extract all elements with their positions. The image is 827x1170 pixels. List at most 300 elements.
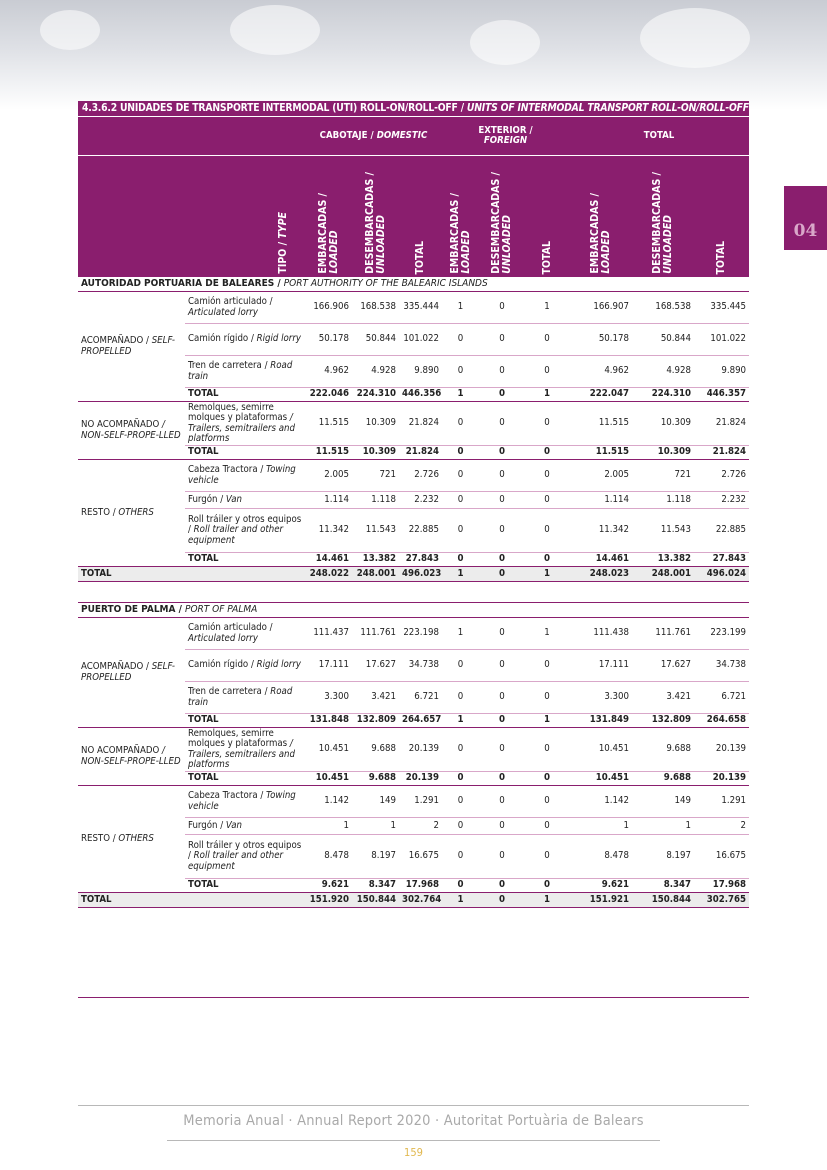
uti-table — [78, 117, 749, 908]
subtotal-value: 10.451 — [569, 772, 632, 786]
value-cell: 0 — [442, 650, 479, 682]
group-label-es: ACOMPAÑADO / — [81, 335, 149, 346]
value-cell: 0 — [479, 509, 525, 553]
type-label-es: Roll tráiler y otros equipos / — [188, 513, 302, 536]
value-cell: 11.515 — [569, 402, 632, 446]
value-cell: 166.906 — [305, 292, 352, 324]
header-total-label: TOTAL — [643, 129, 675, 141]
col-total-label: TOTAL — [540, 240, 553, 274]
subtotal-value: 0 — [479, 446, 525, 460]
value-cell: 0 — [442, 728, 479, 772]
value-cell: 50.844 — [632, 324, 694, 356]
subtotal-value: 264.658 — [694, 714, 749, 728]
grand-total-value: 302.765 — [694, 893, 749, 908]
subtotal-value: 0 — [525, 553, 569, 567]
value-cell: 1 — [352, 818, 399, 835]
value-cell: 335.444 — [399, 292, 442, 324]
subtotal-value: 14.461 — [305, 553, 352, 567]
subtotal-value: 27.843 — [399, 553, 442, 567]
grand-total-row — [78, 893, 749, 908]
subtotal-value: 222.046 — [305, 388, 352, 402]
grand-total-value: 1 — [525, 567, 569, 582]
subtotal-value: 21.824 — [399, 446, 442, 460]
col-tipo: TIPO / TYPE — [185, 156, 305, 277]
value-cell: 223.199 — [694, 618, 749, 650]
footer-rule-2 — [167, 1140, 660, 1141]
col-emb-es: EMBARCADAS / — [316, 193, 329, 274]
value-cell: 0 — [442, 682, 479, 714]
header-blank — [78, 117, 305, 156]
grand-total-value: 151.921 — [569, 893, 632, 908]
value-cell: 0 — [525, 682, 569, 714]
section-title-es: PUERTO DE PALMA — [81, 603, 176, 615]
grand-total-label: TOTAL — [78, 893, 305, 908]
value-cell: 0 — [479, 728, 525, 772]
value-cell: 21.824 — [694, 402, 749, 446]
col-ext-emb — [442, 156, 479, 277]
decorative-bubble — [470, 20, 540, 65]
value-cell: 17.627 — [352, 650, 399, 682]
value-cell: 22.885 — [694, 509, 749, 553]
subtotal-value: 0 — [479, 388, 525, 402]
type-label-en: Roll trailer and other equipment — [188, 524, 284, 546]
subtotal-value: 0 — [479, 879, 525, 893]
value-cell: 10.309 — [352, 402, 399, 446]
subtotal-label: TOTAL — [185, 714, 305, 728]
value-cell: 34.738 — [694, 650, 749, 682]
value-cell: 9.688 — [352, 728, 399, 772]
subtotal-value: 1 — [442, 388, 479, 402]
value-cell: 16.675 — [694, 835, 749, 879]
group-label-es: NO ACOMPAÑADO — [81, 419, 160, 430]
decorative-bubble — [40, 10, 100, 50]
header-blank-2 — [78, 156, 185, 277]
value-cell: 0 — [525, 650, 569, 682]
value-cell: 0 — [442, 402, 479, 446]
value-cell: 149 — [352, 786, 399, 818]
group-label-es: RESTO / — [81, 506, 116, 518]
chapter-number: 04 — [793, 221, 818, 241]
value-cell: 21.824 — [399, 402, 442, 446]
col-des-es: DESEMBARCADAS / — [363, 172, 376, 274]
type-label-es: Tren de carretera / — [188, 686, 268, 697]
subtotal-value: 9.688 — [352, 772, 399, 786]
table-row — [78, 292, 749, 324]
decorative-bubble — [230, 5, 320, 55]
value-cell: 101.022 — [399, 324, 442, 356]
section-title-en: PORT AUTHORITY OF THE BALEARIC ISLANDS — [283, 277, 488, 289]
header-background — [0, 0, 827, 110]
type-label-es: Camión articulado / — [188, 296, 273, 307]
subtotal-value: 8.347 — [632, 879, 694, 893]
type-label-es: Cabeza Tractora / — [188, 790, 264, 801]
value-cell: 10.309 — [632, 402, 694, 446]
subtotal-value: 9.688 — [632, 772, 694, 786]
value-cell: 1 — [525, 292, 569, 324]
group-label-en: SELF-PROPELLED — [81, 335, 175, 357]
type-label-en: Road train — [188, 686, 293, 708]
value-cell: 0 — [525, 728, 569, 772]
subtotal-value: 10.309 — [352, 446, 399, 460]
col-des-es: DESEMBARCADAS / — [651, 172, 664, 274]
value-cell: 20.139 — [694, 728, 749, 772]
subtotal-value: 0 — [442, 772, 479, 786]
header-exterior-es: EXTERIOR / — [478, 124, 533, 136]
grand-total-value: 150.844 — [632, 893, 694, 908]
group-label-en: OTHERS — [118, 506, 154, 518]
value-cell: 11.543 — [632, 509, 694, 553]
type-label-en: Towing vehicle — [188, 464, 296, 486]
subtotal-value: 0 — [442, 446, 479, 460]
subtotal-value: 264.657 — [399, 714, 442, 728]
value-cell: 0 — [525, 402, 569, 446]
group-label-en: OTHERS — [118, 832, 154, 844]
value-cell: 17.627 — [632, 650, 694, 682]
subtotal-value: 0 — [479, 714, 525, 728]
value-cell: 0 — [442, 835, 479, 879]
type-label — [185, 509, 305, 553]
footer-text: Memoria Anual · Annual Report 2020 · Autoritat Portuària de Balears — [183, 1113, 644, 1129]
value-cell: 4.928 — [352, 356, 399, 388]
header-exterior — [442, 117, 569, 156]
value-cell: 8.478 — [569, 835, 632, 879]
col-tot-des — [632, 156, 694, 277]
value-cell: 0 — [442, 509, 479, 553]
grand-total-value: 151.920 — [305, 893, 352, 908]
value-cell: 11.515 — [305, 402, 352, 446]
type-label-en: Rigid lorry — [256, 333, 301, 345]
subtotal-label: TOTAL — [185, 388, 305, 402]
value-cell: 1 — [525, 618, 569, 650]
type-label-en: / Trailers, semitrailers and platforms — [188, 412, 295, 444]
value-cell: 9.688 — [632, 728, 694, 772]
value-cell: 4.962 — [569, 356, 632, 388]
col-emb-es: EMBARCADAS / — [588, 193, 601, 274]
table-title — [78, 101, 749, 116]
type-label-es: Camión rígido / — [188, 659, 254, 671]
value-cell: 223.198 — [399, 618, 442, 650]
col-tot-emb — [569, 156, 632, 277]
value-cell: 2.726 — [694, 460, 749, 492]
value-cell: 101.022 — [694, 324, 749, 356]
col-des-en: UNLOADED — [501, 215, 513, 274]
grand-total-value: 496.024 — [694, 567, 749, 582]
group-label — [78, 618, 185, 728]
value-cell: 2 — [694, 818, 749, 835]
subtotal-value: 27.843 — [694, 553, 749, 567]
section-header-row — [78, 277, 749, 292]
value-cell: 335.445 — [694, 292, 749, 324]
subtotal-value: 1 — [525, 388, 569, 402]
value-cell: 1.291 — [694, 786, 749, 818]
grand-total-value: 248.022 — [305, 567, 352, 582]
subtotal-label: TOTAL — [185, 553, 305, 567]
section-title-en: PORT OF PALMA — [185, 603, 258, 615]
subtotal-value: 222.047 — [569, 388, 632, 402]
value-cell: 0 — [479, 818, 525, 835]
grand-total-value: 1 — [442, 893, 479, 908]
value-cell: 0 — [525, 460, 569, 492]
type-label — [185, 650, 305, 682]
value-cell: 1.291 — [399, 786, 442, 818]
value-cell: 0 — [442, 818, 479, 835]
value-cell: 1.142 — [305, 786, 352, 818]
table-row — [78, 402, 749, 446]
subtotal-value: 224.310 — [352, 388, 399, 402]
value-cell: 6.721 — [399, 682, 442, 714]
subtotal-value: 0 — [525, 446, 569, 460]
type-label — [185, 324, 305, 356]
subtotal-value: 10.309 — [632, 446, 694, 460]
value-cell: 50.178 — [305, 324, 352, 356]
table-row — [78, 460, 749, 492]
type-label-en: Articulated lorry — [188, 632, 258, 644]
value-cell: 17.111 — [569, 650, 632, 682]
type-label — [185, 818, 305, 835]
subtotal-value: 1 — [525, 714, 569, 728]
subtotal-label: TOTAL — [185, 879, 305, 893]
group-label-es: ACOMPAÑADO / — [81, 661, 149, 672]
value-cell: 16.675 — [399, 835, 442, 879]
header-total — [569, 117, 749, 156]
value-cell: 0 — [442, 460, 479, 492]
type-label — [185, 618, 305, 650]
type-label-en: Articulated lorry — [188, 306, 258, 318]
value-cell: 6.721 — [694, 682, 749, 714]
table-row — [78, 618, 749, 650]
grand-total-value: 248.001 — [632, 567, 694, 582]
value-cell: 50.178 — [569, 324, 632, 356]
value-cell: 1.114 — [569, 492, 632, 509]
subtotal-value: 14.461 — [569, 553, 632, 567]
value-cell: 0 — [479, 402, 525, 446]
subtotal-value: 21.824 — [694, 446, 749, 460]
footer-rule — [78, 1105, 749, 1106]
subtotal-value: 20.139 — [399, 772, 442, 786]
value-cell: 34.738 — [399, 650, 442, 682]
value-cell: 3.421 — [632, 682, 694, 714]
group-label — [78, 292, 185, 402]
type-label — [185, 835, 305, 879]
value-cell: 11.543 — [352, 509, 399, 553]
type-label-es: Remolques, semirre molques y plataformas — [188, 727, 288, 749]
type-label-en: Towing vehicle — [188, 790, 296, 812]
col-emb-en: LOADED — [459, 230, 472, 274]
grand-total-value: 248.001 — [352, 567, 399, 582]
value-cell: 2.005 — [569, 460, 632, 492]
col-emb-en: LOADED — [599, 230, 612, 274]
type-label — [185, 728, 305, 772]
section-header-row — [78, 603, 749, 618]
subtotal-value: 13.382 — [352, 553, 399, 567]
value-cell: 1.118 — [632, 492, 694, 509]
col-ext-des — [479, 156, 525, 277]
subtotal-value: 17.968 — [694, 879, 749, 893]
grand-total-value: 302.764 — [399, 893, 442, 908]
value-cell: 20.139 — [399, 728, 442, 772]
value-cell: 3.300 — [305, 682, 352, 714]
value-cell: 0 — [479, 492, 525, 509]
subtotal-value: 20.139 — [694, 772, 749, 786]
group-label-en: / NON-SELF-PROPE-LLED — [81, 745, 181, 767]
value-cell: 1.114 — [305, 492, 352, 509]
group-label — [78, 402, 185, 460]
section-title: AUTORIDAD PORTUARIA DE BALEARES / PORT AUTHORITY OF THE BALEARIC ISLANDS — [78, 277, 749, 292]
col-emb-es: EMBARCADAS / — [448, 193, 461, 274]
header-cabotaje-es: CABOTAJE — [319, 129, 368, 141]
col-cab-des — [352, 156, 399, 277]
subtotal-value: 446.356 — [399, 388, 442, 402]
col-des-en: UNLOADED — [374, 215, 387, 274]
title-separator: / — [457, 102, 467, 114]
value-cell: 9.890 — [399, 356, 442, 388]
col-tipo-es: TIPO — [277, 249, 289, 274]
value-cell: 11.342 — [305, 509, 352, 553]
value-cell: 0 — [442, 356, 479, 388]
grand-total-row — [78, 567, 749, 582]
group-label-es: RESTO / — [81, 832, 116, 844]
type-label-es: Roll tráiler y otros equipos / — [188, 839, 302, 862]
value-cell: 0 — [479, 292, 525, 324]
col-des-en: UNLOADED — [662, 215, 675, 274]
value-cell: 111.761 — [632, 618, 694, 650]
type-label — [185, 786, 305, 818]
value-cell: 2.232 — [399, 492, 442, 509]
subtotal-value: 0 — [525, 879, 569, 893]
grand-total-value: 248.023 — [569, 567, 632, 582]
value-cell: 1 — [632, 818, 694, 835]
value-cell: 2.005 — [305, 460, 352, 492]
col-tipo-en: TYPE — [277, 212, 289, 240]
value-cell: 0 — [525, 492, 569, 509]
spacer-cell — [78, 582, 749, 603]
value-cell: 721 — [352, 460, 399, 492]
subtotal-value: 446.357 — [694, 388, 749, 402]
type-label-en: Road train — [188, 360, 293, 382]
col-cab-total — [399, 156, 442, 277]
grand-total-value: 0 — [479, 893, 525, 908]
header-cabotaje: CABOTAJE / DOMESTIC — [305, 117, 442, 156]
value-cell: 2.232 — [694, 492, 749, 509]
value-cell: 3.300 — [569, 682, 632, 714]
value-cell: 0 — [479, 324, 525, 356]
col-ext-total — [525, 156, 569, 277]
value-cell: 3.421 — [352, 682, 399, 714]
section-spacer — [78, 582, 749, 603]
col-total-label: TOTAL — [414, 240, 426, 274]
subtotal-value: 8.347 — [352, 879, 399, 893]
table-row — [78, 786, 749, 818]
subtotal-value: 0 — [479, 553, 525, 567]
group-label — [78, 786, 185, 893]
type-label-en: Rigid lorry — [256, 659, 301, 671]
type-label-es: Camión articulado / — [188, 622, 273, 633]
grand-total-value: 1 — [442, 567, 479, 582]
value-cell: 4.962 — [305, 356, 352, 388]
type-label-es: Tren de carretera / — [188, 360, 268, 371]
value-cell: 0 — [479, 786, 525, 818]
subtotal-value: 9.621 — [305, 879, 352, 893]
subtotal-value: 0 — [479, 772, 525, 786]
subtotal-label: TOTAL — [185, 446, 305, 460]
subtotal-value: 0 — [525, 772, 569, 786]
value-cell: 8.197 — [632, 835, 694, 879]
value-cell: 149 — [632, 786, 694, 818]
decorative-bubble — [640, 8, 750, 68]
section-title-es: AUTORIDAD PORTUARIA DE BALEARES — [81, 277, 275, 289]
type-label — [185, 292, 305, 324]
value-cell: 1 — [442, 618, 479, 650]
type-label — [185, 492, 305, 509]
value-cell: 0 — [525, 835, 569, 879]
subtotal-value: 1 — [442, 714, 479, 728]
value-cell: 0 — [442, 786, 479, 818]
value-cell: 0 — [479, 460, 525, 492]
value-cell: 0 — [525, 324, 569, 356]
grand-total-label: TOTAL — [78, 567, 305, 582]
value-cell: 50.844 — [352, 324, 399, 356]
subtotal-value: 11.515 — [305, 446, 352, 460]
subtotal-value: 10.451 — [305, 772, 352, 786]
value-cell: 0 — [442, 324, 479, 356]
value-cell: 0 — [479, 682, 525, 714]
type-label — [185, 460, 305, 492]
value-cell: 2 — [399, 818, 442, 835]
value-cell: 0 — [442, 492, 479, 509]
value-cell: 0 — [479, 618, 525, 650]
value-cell: 1.118 — [352, 492, 399, 509]
header-exterior-en: FOREIGN — [483, 135, 528, 146]
type-label-en: Van — [225, 493, 242, 505]
col-emb-en: LOADED — [327, 230, 340, 274]
grand-total-value: 0 — [479, 567, 525, 582]
value-cell: 111.761 — [352, 618, 399, 650]
col-tot-total — [694, 156, 749, 277]
value-cell: 1 — [569, 818, 632, 835]
value-cell: 10.451 — [569, 728, 632, 772]
value-cell: 10.451 — [305, 728, 352, 772]
group-label-en: SELF-PROPELLED — [81, 661, 175, 683]
value-cell: 9.890 — [694, 356, 749, 388]
type-label — [185, 682, 305, 714]
column-header-row — [78, 156, 749, 277]
group-label — [78, 728, 185, 786]
subtotal-value: 9.621 — [569, 879, 632, 893]
subtotal-value: 17.968 — [399, 879, 442, 893]
subtotal-value: 224.310 — [632, 388, 694, 402]
value-cell: 8.478 — [305, 835, 352, 879]
table-title-es: 4.3.6.2 UNIDADES DE TRANSPORTE INTERMODAL (UTI) ROLL-ON/ROLL-OFF — [82, 102, 458, 114]
subtotal-value: 0 — [442, 879, 479, 893]
type-label-en: Roll trailer and other equipment — [188, 850, 284, 872]
subtotal-value: 131.848 — [305, 714, 352, 728]
subtotal-value: 13.382 — [632, 553, 694, 567]
col-des-es: DESEMBARCADAS / — [490, 172, 502, 274]
value-cell: 168.538 — [352, 292, 399, 324]
group-label — [78, 460, 185, 567]
table-bottom-rule — [78, 997, 749, 998]
grand-total-value: 1 — [525, 893, 569, 908]
value-cell: 22.885 — [399, 509, 442, 553]
type-label-es: Furgón / — [188, 819, 224, 831]
value-cell: 0 — [525, 818, 569, 835]
page-number: 159 — [404, 1146, 423, 1159]
subtotal-value: 11.515 — [569, 446, 632, 460]
value-cell: 8.197 — [352, 835, 399, 879]
value-cell: 1 — [442, 292, 479, 324]
table-title-en: UNITS OF INTERMODAL TRANSPORT ROLL-ON/ROLL-OFF — [466, 102, 749, 114]
type-label-es: Furgón / — [188, 493, 224, 505]
